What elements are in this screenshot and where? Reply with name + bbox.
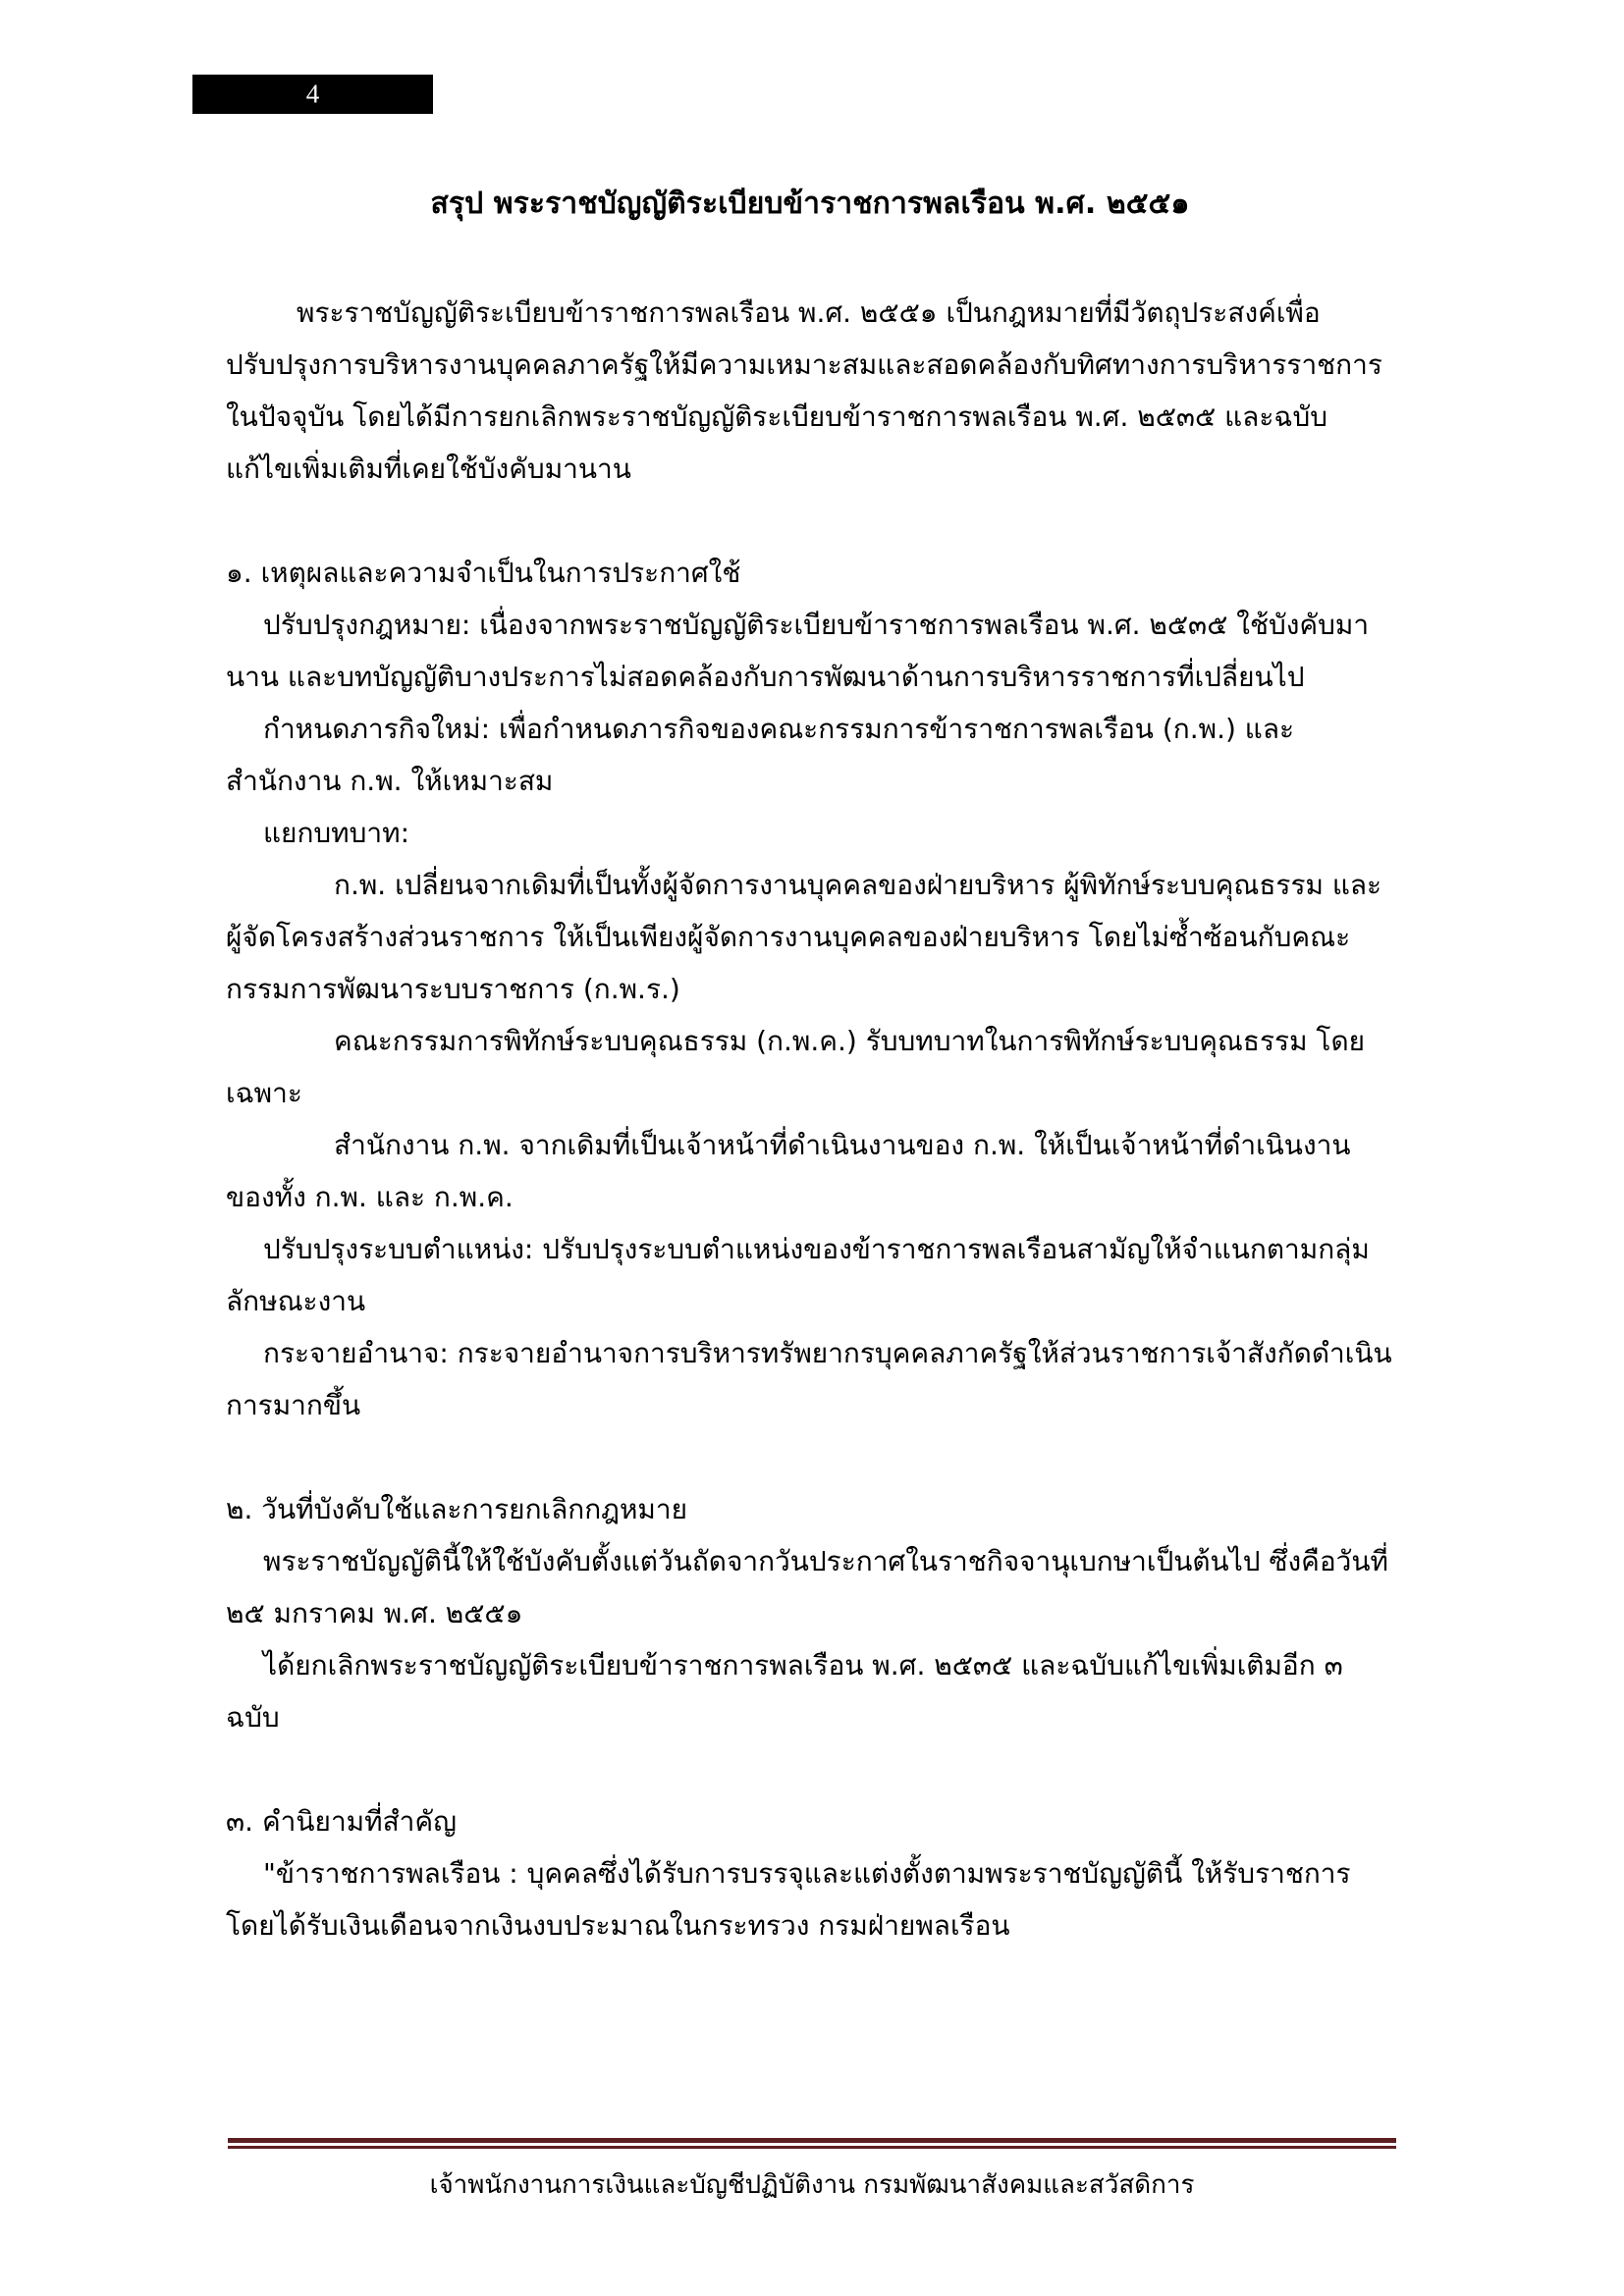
section-1-item-8: กระจายอำนาจ: กระจายอำนาจการบริหารทรัพยากรบุคคลภาครัฐให้ส่วนราชการเจ้าสังกัดดำเนินการมากขึ้น: [226, 1337, 1392, 1421]
page-number-bar: [192, 75, 433, 114]
section-heading-3: ๓. คำนิยามที่สำคัญ: [226, 1805, 457, 1838]
spacer: [226, 1743, 1394, 1795]
section-1-item-7: ปรับปรุงระบบตำแหน่ง: ปรับปรุงระบบตำแหน่งของข้าราชการพลเรือนสามัญให้จำแนกตามกลุ่มลักษณะงาน: [226, 1233, 1370, 1317]
footer-divider-line-top: [228, 2138, 1396, 2143]
page-title: สรุป พระราชบัญญัติระเบียบข้าราชการพลเรือน พ.ศ. ๒๕๕๑: [430, 187, 1190, 221]
page-number: 4: [305, 79, 320, 109]
section-1-item-1: ปรับปรุงกฎหมาย: เนื่องจากพระราชบัญญัติระเบียบข้าราชการพลเรือน พ.ศ. ๒๕๓๕ ใช้บังคับมานาน และบทบัญญัติบางประการไม่สอดคล้องกับการพัฒนาด้านการบริหารราชการที่เปลี่ยนไป: [226, 609, 1370, 693]
section-2-item-1: พระราชบัญญัตินี้ให้ใช้บังคับตั้งแต่วันถัดจากวันประกาศในราชกิจจานุเบกษาเป็นต้นไป ซึ่งคือวันที่ ๒๕ มกราคม พ.ศ. ๒๕๕๑: [226, 1545, 1388, 1629]
footer-divider-line-bottom: [228, 2146, 1396, 2149]
intro-paragraph: พระราชบัญญัติระเบียบข้าราชการพลเรือน พ.ศ. ๒๕๕๑ เป็นกฎหมายที่มีวัตถุประสงค์เพื่อปรับปรุงการบริหารงานบุคคลภาครัฐให้มีความเหมาะสมและสอดคล้องกับทิศทางการบริหารราชการในปัจจุบัน โดยได้มีการยกเลิกพระราชบัญญัติระเบียบข้าราชการพลเรือน พ.ศ. ๒๕๓๕ และฉบับแก้ไขเพิ่มเติมที่เคยใช้บังคับมานาน: [226, 296, 1382, 485]
section-3-item-1: "ข้าราชการพลเรือน : บุคคลซึ่งได้รับการบรรจุและแต่งตั้งตามพระราชบัญญัตินี้ ให้รับราชการโดยได้รับเงินเดือนจากเงินงบประมาณในกระทรวง กรมฝ่ายพลเรือน: [226, 1857, 1351, 1942]
section-2-item-2: ได้ยกเลิกพระราชบัญญัติระเบียบข้าราชการพลเรือน พ.ศ. ๒๕๓๕ และฉบับแก้ไขเพิ่มเติมอีก ๓ ฉบับ: [226, 1649, 1343, 1734]
section-1-item-4: ก.พ. เปลี่ยนจากเดิมที่เป็นทั้งผู้จัดการงานบุคคลของฝ่ายบริหาร ผู้พิทักษ์ระบบคุณธรรม และผู้จัดโครงสร้างส่วนราชการ ให้เป็นเพียงผู้จัดการงานบุคคลของฝ่ายบริหาร โดยไม่ซ้ำซ้อนกับคณะกรรมการพัฒนาระบบราชการ (ก.พ.ร.): [226, 869, 1382, 1005]
footer-text: เจ้าพนักงานการเงินและบัญชีปฏิบัติงาน กรมพัฒนาสังคมและสวัสดิการ: [429, 2170, 1195, 2200]
document-body: [226, 182, 1394, 1951]
spacer: [226, 1431, 1394, 1483]
spacer: [226, 495, 1394, 547]
footer-divider: [228, 2138, 1396, 2149]
section-1-item-5: คณะกรรมการพิทักษ์ระบบคุณธรรม (ก.พ.ค.) รับบทบาทในการพิทักษ์ระบบคุณธรรม โดยเฉพาะ: [226, 1025, 1366, 1109]
section-1-item-3: แยกบทบาท:: [263, 817, 410, 849]
section-heading-1: ๑. เหตุผลและความจำเป็นในการประกาศใช้: [226, 557, 741, 589]
section-1-item-2: กำหนดภารกิจใหม่: เพื่อกำหนดภารกิจของคณะกรรมการข้าราชการพลเรือน (ก.พ.) และสำนักงาน ก.พ. ให้เหมาะสม: [226, 713, 1295, 797]
section-1-item-6: สำนักงาน ก.พ. จากเดิมที่เป็นเจ้าหน้าที่ดำเนินงานของ ก.พ. ให้เป็นเจ้าหน้าที่ดำเนินงานของทั้ง ก.พ. และ ก.พ.ค.: [226, 1129, 1351, 1213]
section-heading-2: ๒. วันที่บังคับใช้และการยกเลิกกฎหมาย: [226, 1493, 687, 1525]
